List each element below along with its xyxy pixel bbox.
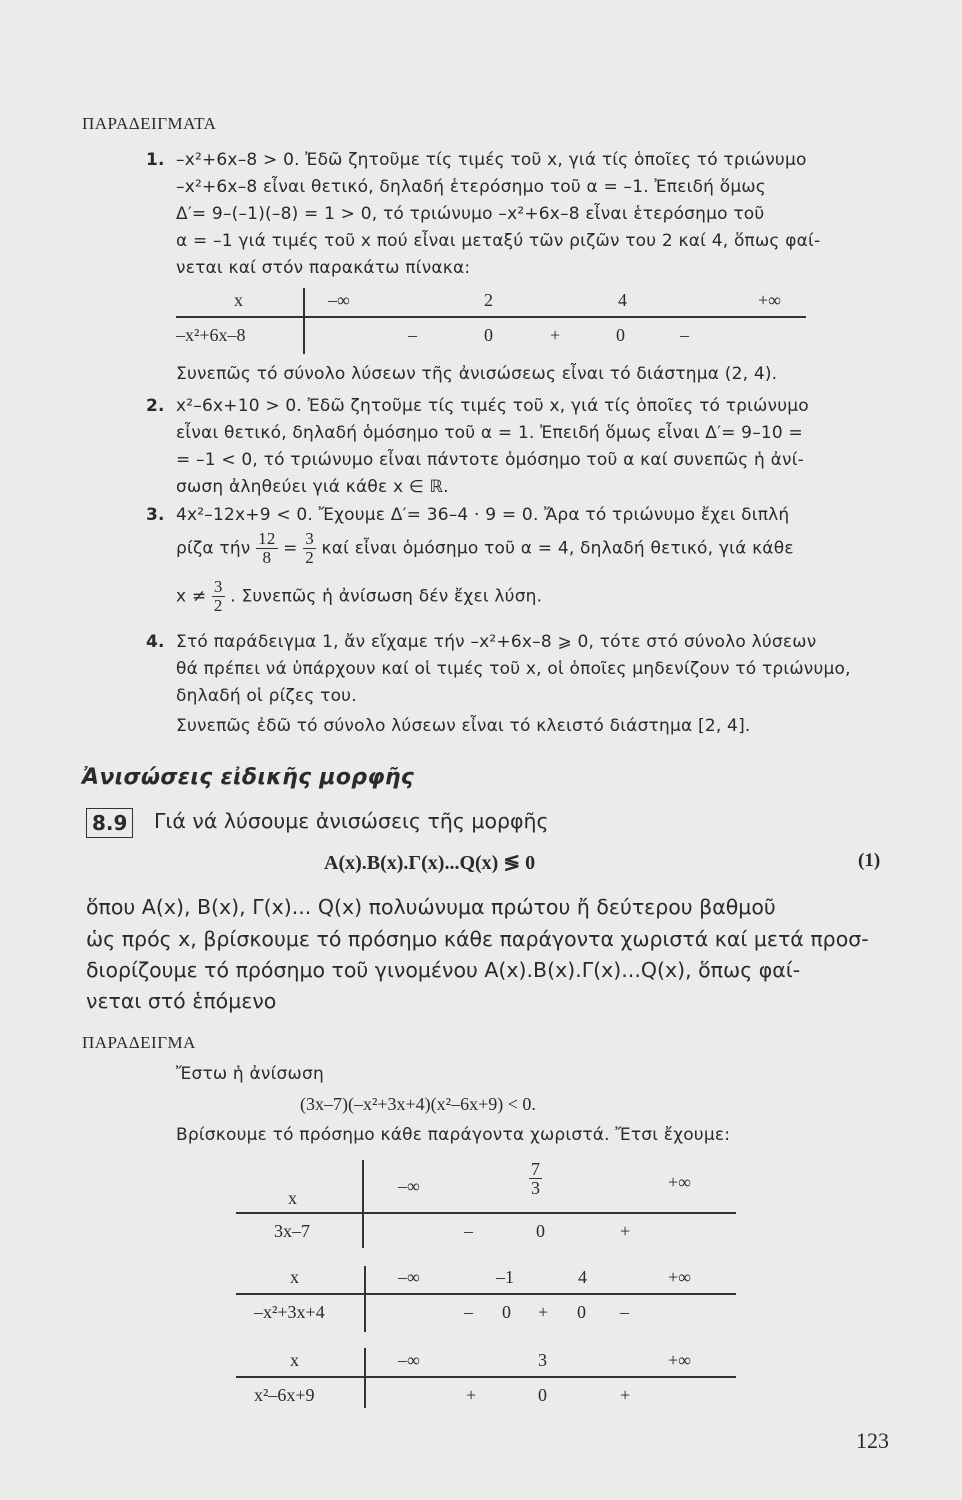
table-sign-3: + [538,1302,549,1322]
section-number-box [86,808,133,838]
table-header-plus-infinity: +∞ [668,1267,691,1287]
example-1-line-2: –x²+6x–8 εἶναι θετικό, δηλαδή ἑτερόσημο τοῦ α = –1. Ἐπειδή ὅμως [176,177,766,197]
table-row-label: –x²+3x+4 [254,1302,325,1322]
example-3-line-3-start: x ≠ [176,586,207,607]
examples-heading: ΠΑΡΑΔΕΙΓΜΑΤΑ [82,114,217,133]
example-1-line-5: νεται καί στόν παρακάτω πίνακα: [176,258,471,278]
table-sign-1: – [408,325,417,345]
table-header-root-4: 4 [618,290,627,310]
example-3-line-3-end: . Συνεπῶς ἡ ἀνίσωση δέν ἔχει λύση. [230,586,543,607]
table-divider-horizontal [176,316,806,318]
fraction-denominator: 2 [305,548,314,567]
fraction-numerator: 7 [531,1159,540,1179]
table-sign-4: 0 [577,1302,586,1322]
table-header-plus-infinity: +∞ [758,290,781,310]
example-4-line-1: Στό παράδειγμα 1, ἄν εἴχαμε τήν –x²+6x–8 ⩾ 0, τότε στό σύνολο λύσεων [176,632,817,652]
example-2-line-4: σωση ἀληθεύει γιά κάθε x ∈ ℝ. [176,477,449,497]
table-divider-horizontal [236,1293,736,1295]
fraction-12-over-8 [256,530,277,567]
table-header-root-2: 2 [484,290,493,310]
fraction-numerator: 3 [305,529,314,548]
table-row-label: x²–6x+9 [254,1385,315,1405]
section-8-9-line-2: ὅπου A(x), B(x), Γ(x)... Q(x) πολυώνυμα πρώτου ἤ δεύτερου βαθμοῦ [86,895,776,919]
example-1-line-1: –x²+6x–8 > 0. Ἐδῶ ζητοῦμε τίς τιμές τοῦ x, γιά τίς ὁποῖες τό τριώνυμο [176,150,807,170]
fraction-denominator: 3 [531,1178,540,1198]
example-3-line-3 [176,578,542,615]
table-divider-horizontal [236,1376,736,1378]
example-4-number: 4. [146,632,165,652]
example-1-line-3: Δ′= 9–(–1)(–8) = 1 > 0, τό τριώνυμο –x²+6x–8 εἶναι ἑτερόσημο τοῦ [176,204,765,224]
table-sign-1: – [464,1221,473,1241]
page-number: 123 [856,1428,889,1453]
table-header-root-3: 3 [538,1350,547,1370]
example-4-line-4: Συνεπῶς ἐδῶ τό σύνολο λύσεων εἶναι τό κλειστό διάστημα [2, 4]. [176,716,751,736]
table-sign-1: + [466,1385,477,1405]
table-sign-3: + [620,1385,631,1405]
example-2-line-3: = –1 < 0, τό τριώνυμο εἶναι πάντοτε ὁμόσημο τοῦ α καί συνεπῶς ἡ ἀνί- [176,450,805,470]
table-header-x: x [288,1188,297,1208]
example-2-line-1: x²–6x+10 > 0. Ἐδῶ ζητοῦμε τίς τιμές τοῦ x, γιά τίς ὁποῖες τό τριώνυμο [176,396,809,416]
example-4-line-3: δηλαδή οἱ ρίζες του. [176,686,357,706]
fraction-3-over-2 [212,578,225,615]
table-header-root-7-over-3 [529,1160,542,1197]
section-number: 8.9 [92,811,128,835]
table-sign-2: 0 [536,1221,545,1241]
equals-sign: = [283,538,298,559]
section-8-9-line-3: ὡς πρός x, βρίσκουμε τό πρόσημο κάθε παράγοντα χωριστά καί μετά προσ- [86,927,869,951]
example-3-line-2 [176,530,794,567]
fraction-denominator: 8 [262,548,272,567]
fraction-3-over-2 [303,530,316,567]
example-3-line-2-end: καί εἶναι ὁμόσημο τοῦ α = 4, δηλαδή θετικό, γιά κάθε [321,538,794,559]
table-sign-3: + [620,1221,631,1241]
fraction-numerator: 12 [258,529,276,548]
table-divider-vertical [364,1348,366,1408]
example-1-conclusion: Συνεπῶς τό σύνολο λύσεων τῆς ἀνισώσεως εἶναι τό διάστημα (2, 4). [176,364,778,384]
table-sign-4: 0 [616,325,625,345]
fraction-numerator: 3 [213,577,223,596]
example-inequality: (3x–7)(–x²+3x+4)(x²–6x+9) < 0. [300,1094,536,1114]
table-header-minus-infinity: –∞ [398,1350,420,1370]
table-header-minus-infinity: –∞ [398,1176,420,1196]
table-divider-vertical [362,1160,364,1248]
example-line-1: Ἔστω ἡ ἀνίσωση [176,1064,324,1084]
table-sign-2: 0 [538,1385,547,1405]
table-header-minus-infinity: –∞ [328,290,350,310]
section-8-9-line-4: διορίζουμε τό πρόσημο τοῦ γινομένου A(x).B(x).Γ(x)...Q(x), ὅπως φαί- [86,958,801,982]
table-divider-vertical [364,1266,366,1332]
example-1-line-4: α = –1 γιά τιμές τοῦ x πού εἶναι μεταξύ τῶν ριζῶν του 2 καί 4, ὅπως φαί- [176,231,821,251]
example-4-line-2: θά πρέπει νά ὑπάρχουν καί οἱ τιμές τοῦ x, οἱ ὁποῖες μηδενίζουν τό τριώνυμο, [176,659,851,679]
table-sign-2: 0 [484,325,493,345]
table-header-root-minus-1: –1 [496,1267,514,1287]
table-header-root-4: 4 [578,1267,587,1287]
example-3-line-2-start: ρίζα τήν [176,538,251,559]
table-divider-horizontal [236,1212,736,1214]
example-2-line-2: εἶναι θετικό, δηλαδή ὁμόσημο τοῦ α = 1. Ἐπειδή ὅμως εἶναι Δ′= 9–10 = [176,423,803,443]
table-sign-1: – [464,1302,473,1322]
table-sign-3: + [550,325,561,345]
table-sign-5: – [680,325,689,345]
section-title: Ἀνισώσεις εἰδικῆς μορφῆς [82,765,415,790]
section-8-9-line-1: Γιά νά λύσουμε ἀνισώσεις τῆς μορφῆς [154,809,549,833]
table-header-plus-infinity: +∞ [668,1172,691,1192]
example-3-number: 3. [146,505,165,525]
fraction-denominator: 2 [213,596,223,615]
table-divider-vertical [303,288,305,354]
equation-number: (1) [858,850,881,871]
table-header-x: x [234,290,243,310]
table-header-minus-infinity: –∞ [398,1267,420,1287]
section-8-9-line-5: νεται στό ἑπόμενο [86,989,277,1013]
product-formula: A(x).B(x).Γ(x)...Q(x) ≶ 0 [324,852,536,874]
table-header-x: x [290,1350,299,1370]
example-2-number: 2. [146,396,165,416]
example-3-line-1: 4x²–12x+9 < 0. Ἔχουμε Δ′= 36–4 · 9 = 0. Ἄρα τό τριώνυμο ἔχει διπλή [176,505,790,525]
table-sign-2: 0 [502,1302,511,1322]
table-header-x: x [290,1267,299,1287]
example-line-2: Βρίσκουμε τό πρόσημο κάθε παράγοντα χωριστά. Ἔτσι ἔχουμε: [176,1125,731,1145]
example-heading: ΠΑΡΑΔΕΙΓΜΑ [82,1033,196,1052]
example-1-number: 1. [146,150,165,170]
table-header-plus-infinity: +∞ [668,1350,691,1370]
table-sign-5: – [620,1302,629,1322]
table-row-label: 3x–7 [274,1221,310,1241]
table-row-label: –x²+6x–8 [176,325,246,345]
